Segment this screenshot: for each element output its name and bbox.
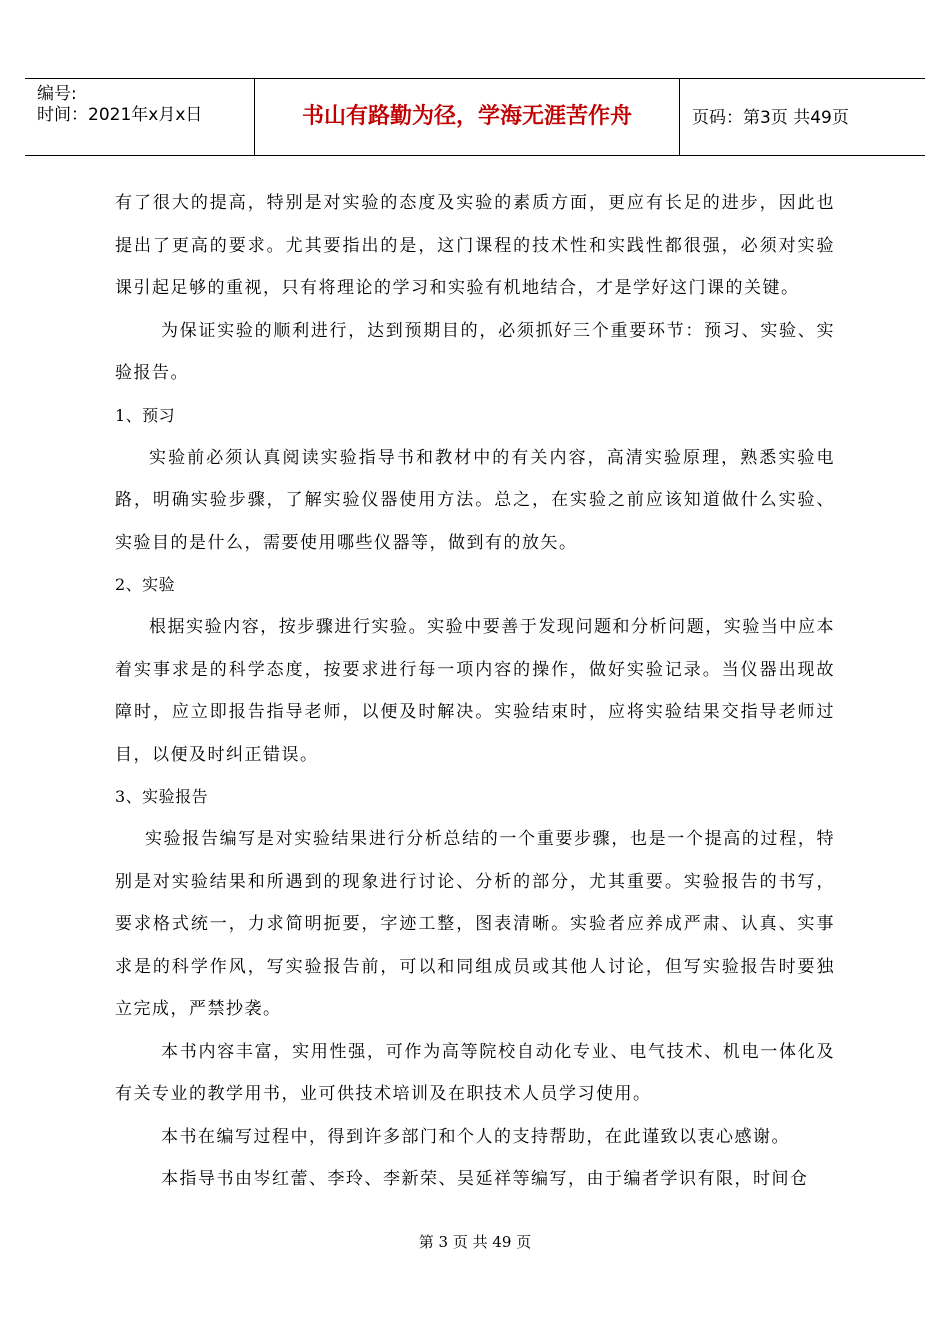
paragraph-8: 本指导书由岑红蕾、李玲、李新荣、吴延祥等编写，由于编者学识有限，时间仓 (161, 1169, 809, 1189)
document-body (115, 182, 835, 1201)
section-heading-report: 3、实验报告 (115, 787, 209, 806)
paragraph-5: 实验报告编写是对实验结果进行分析总结的一个重要步骤，也是一个提高的过程，特别是对实验结果和所遇到的现象进行讨论、分析的部分，尤其重要。实验报告的书写，要求格式统一，力求简明扼要，字迹工整，图表清晰。实验者应养成严肃、认真、实事求是的科学作风，写实验报告前，可以和同组成员或其他人讨论，但写实验报告时要独立完成，严禁抄袭。 (115, 829, 835, 1019)
paragraph-7: 本书在编写过程中，得到许多部门和个人的支持帮助，在此谨致以衷心感谢。 (161, 1126, 790, 1147)
header-meta-cell (25, 79, 255, 155)
paragraph-1: 有了很大的提高，特别是对实验的态度及实验的素质方面，更应有长足的进步，因此也提出了更高的要求。尤其要指出的是，这门课程的技术性和实践性都很强，必须对实验课引起足够的重视，只有将理论的学习和实验有机地结合，才是学好这门课的关键。 (115, 193, 835, 298)
section-heading-preview: 1、预习 (115, 405, 176, 425)
paragraph-6: 本书内容丰富，实用性强，可作为高等院校自动化专业、电气技术、机电一体化及有关专业的教学用书，业可供技术培训及在职技术人员学习使用。 (115, 1041, 835, 1104)
header-motto: 书山有路勤为径，学海无涯苦作舟 (301, 104, 632, 129)
header-page-cell (680, 79, 925, 155)
header-motto-cell (255, 79, 680, 155)
header-page-info: 页码：第3页 共49页 (692, 108, 849, 128)
document-number-label: 编号: (37, 84, 77, 104)
page-header (25, 78, 925, 156)
paragraph-4: 根据实验内容，按步骤进行实验。实验中要善于发现问题和分析问题，实验当中应本着实事求是的科学态度，按要求进行每一项内容的操作，做好实验记录。当仪器出现故障时，应立即报告指导老师，以便及时解决。实验结束时，应将实验结果交指导老师过目，以便及时纠正错误。 (115, 617, 835, 765)
paragraph-3: 实验前必须认真阅读实验指导书和教材中的有关内容，高清实验原理，熟悉实验电路，明确实验步骤，了解实验仪器使用方法。总之，在实验之前应该知道做什么实验、实验目的是什么，需要使用哪些仪器等，做到有的放矢。 (115, 447, 835, 553)
page-footer: 第 3 页 共 49 页 (418, 1233, 532, 1251)
section-heading-experiment: 2、实验 (115, 575, 176, 594)
document-time-label: 时间：2021年x月x日 (37, 105, 203, 125)
paragraph-2: 为保证实验的顺利进行，达到预期目的，必须抓好三个重要环节：预习、实验、实验报告。 (115, 320, 835, 383)
